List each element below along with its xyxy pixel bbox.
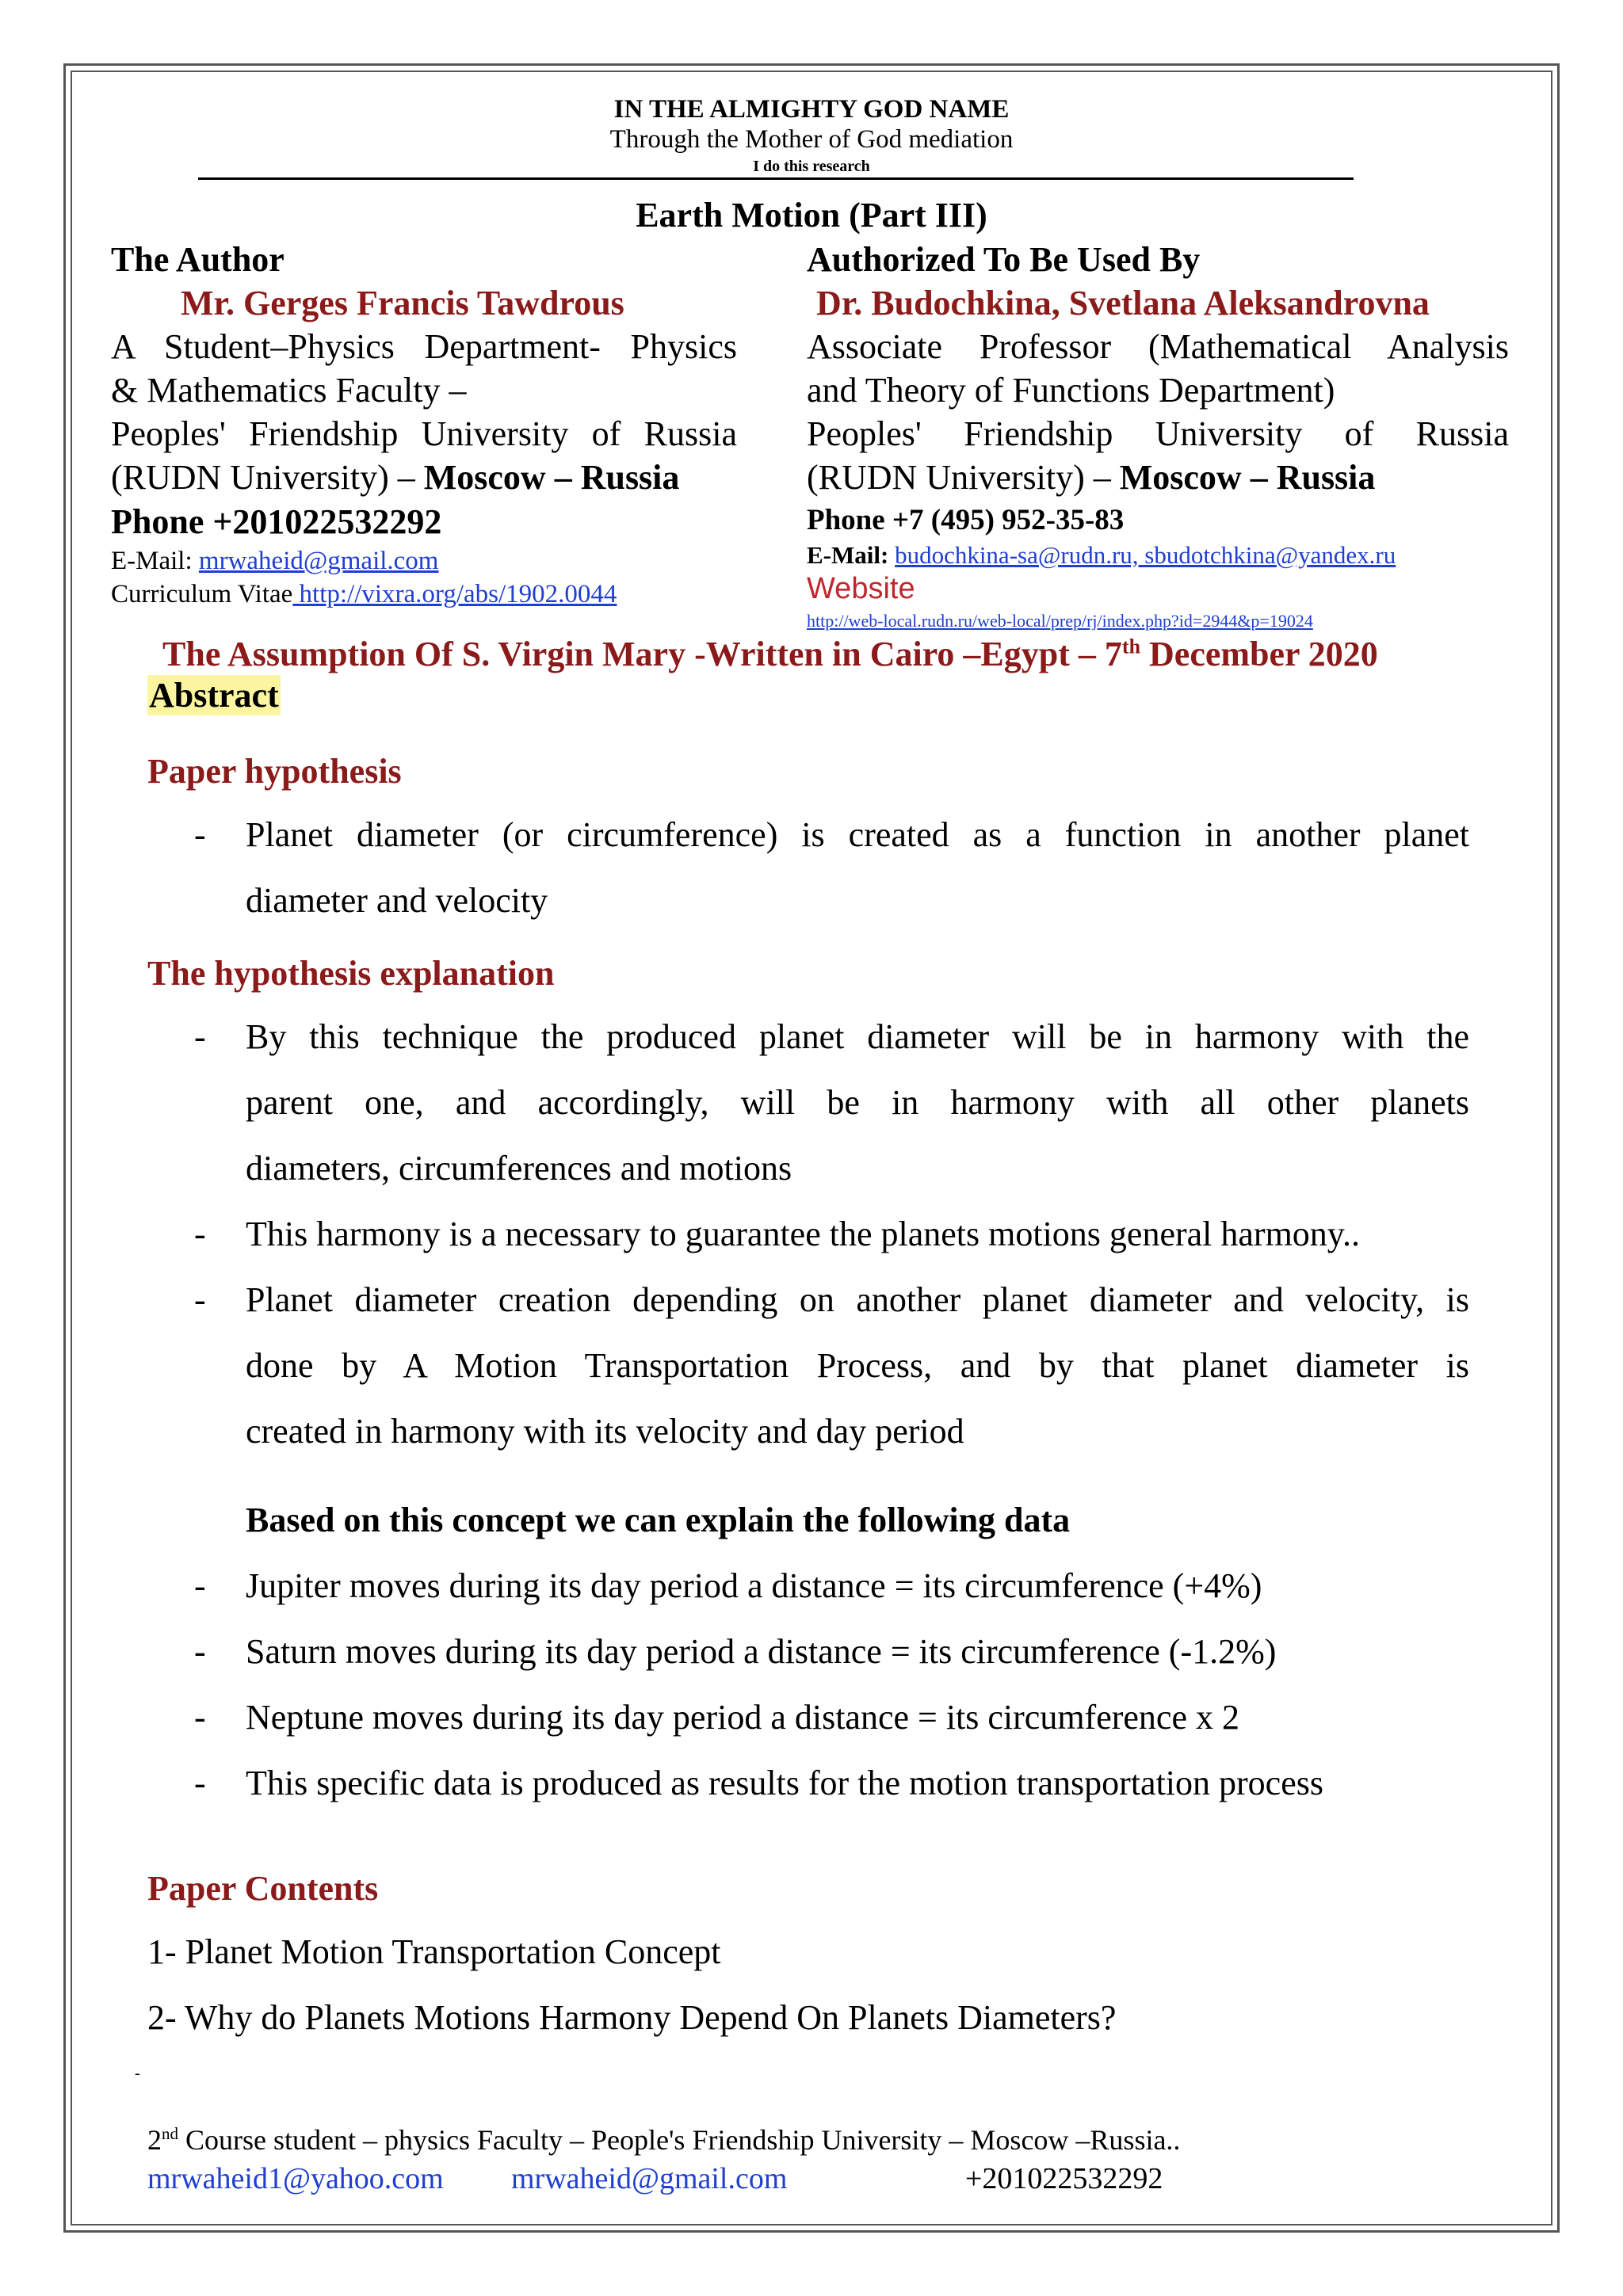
authorized-name: Dr. Budochkina, Svetlana Aleksandrovna	[816, 284, 1430, 322]
author-email-label: E-Mail:	[111, 547, 199, 575]
author-name: Mr. Gerges Francis Tawdrous	[181, 284, 624, 322]
explanation-3-line2: done by A Motion Transportation Process, and by that planet diameter is	[246, 1346, 1469, 1385]
author-email-link[interactable]: mrwaheid@gmail.com	[198, 547, 439, 575]
dateline	[162, 634, 1378, 674]
footer-course-number: 2	[147, 2124, 162, 2156]
author-email-line	[111, 547, 438, 576]
contents-item-1: 1- Planet Motion Transportation Concept	[147, 1932, 721, 1971]
contents-heading: Paper Contents	[147, 1869, 379, 1908]
footer-course	[147, 2123, 1180, 2157]
website-label: Website	[807, 572, 915, 605]
authorized-university: Peoples' Friendship University of Russia	[807, 414, 1509, 453]
author-heading: The Author	[111, 240, 285, 279]
dedication: IN THE ALMIGHTY GOD NAME	[613, 95, 1010, 124]
authorized-location-prefix: (RUDN University) –	[807, 458, 1120, 497]
header-rule	[198, 177, 1354, 180]
footer-email-2[interactable]: mrwaheid@gmail.com	[511, 2162, 788, 2195]
author-university: Peoples' Friendship University of Russia	[111, 414, 737, 453]
concept-heading: Based on this concept we can explain the following data	[246, 1501, 1071, 1539]
explanation-3-line1: Planet diameter creation depending on another planet diameter and velocity, is	[246, 1280, 1469, 1319]
footer-phone: +201022532292	[965, 2162, 1163, 2195]
explanation-1-line1: By this technique the produced planet diameter will be in harmony with the	[246, 1017, 1469, 1056]
research-note: I do this research	[753, 158, 870, 175]
bullet-dash: -	[194, 815, 206, 854]
author-dept-line1: A Student–Physics Department- Physics	[111, 327, 737, 366]
bullet-dash: -	[194, 1698, 206, 1737]
contents-item-2: 2- Why do Planets Motions Harmony Depend On Planets Diameters?	[147, 1998, 1117, 2037]
website-link[interactable]: http://web-local.rudn.ru/web-local/prep/rj/index.php?id=2944&p=19024	[807, 611, 1313, 631]
hypothesis-heading: Paper hypothesis	[147, 752, 402, 791]
author-location	[111, 457, 679, 498]
mediation-line: Through the Mother of God mediation	[609, 125, 1014, 154]
hypothesis-line1: Planet diameter (or circumference) is created as a function in another planet	[246, 815, 1469, 854]
authorized-position-line1: Associate Professor (Mathematical Analysis	[807, 327, 1509, 366]
authorized-phone: Phone +7 (495) 952-35-83	[807, 504, 1125, 536]
hypothesis-line2: diameter and velocity	[246, 881, 548, 920]
author-location-prefix: (RUDN University) –	[111, 458, 424, 497]
bullet-dash: -	[194, 1215, 206, 1253]
cv-link[interactable]: http://vixra.org/abs/1902.0044	[292, 580, 617, 608]
stray-mark: -	[135, 2065, 140, 2082]
author-cv-line	[111, 580, 617, 609]
bullet-dash: -	[194, 1764, 206, 1802]
explanation-3-line3: created in harmony with its velocity and day period	[246, 1412, 964, 1451]
dateline-ordinal: th	[1121, 635, 1141, 658]
data-saturn: Saturn moves during its day period a distance = its circumference (-1.2%)	[246, 1632, 1277, 1671]
explanation-2: This harmony is a necessary to guarantee the planets motions general harmony..	[246, 1215, 1360, 1253]
author-city: Moscow – Russia	[423, 458, 680, 497]
footer-ordinal: nd	[162, 2124, 178, 2143]
footer-email-1[interactable]: mrwaheid1@yahoo.com	[147, 2162, 444, 2195]
abstract-label: Abstract	[149, 676, 279, 715]
bullet-dash: -	[194, 1632, 206, 1671]
data-jupiter: Jupiter moves during its day period a distance = its circumference (+4%)	[246, 1566, 1262, 1605]
bullet-dash: -	[194, 1566, 206, 1605]
paper-title: Earth Motion (Part III)	[636, 196, 987, 235]
cv-label: Curriculum Vitae	[111, 580, 293, 608]
authorized-city: Moscow – Russia	[1119, 458, 1376, 497]
authorized-email-line	[807, 541, 1396, 570]
authorized-location	[807, 457, 1375, 498]
bullet-dash: -	[194, 1017, 206, 1056]
dateline-text: The Assumption Of S. Virgin Mary -Written in Cairo –Egypt – 7	[162, 635, 1122, 673]
dateline-month: December 2020	[1140, 635, 1378, 673]
data-result: This specific data is produced as results for the motion transportation process	[246, 1764, 1323, 1802]
authorized-email-label: E-Mail:	[807, 541, 896, 569]
authorized-position-line2: and Theory of Functions Department)	[807, 371, 1335, 410]
authorized-email-link[interactable]: budochkina-sa@rudn.ru, sbudotchkina@yandex.ru	[895, 541, 1396, 569]
author-dept-line2: & Mathematics Faculty –	[111, 371, 467, 410]
bullet-dash: -	[194, 1280, 206, 1319]
explanation-1-line2: parent one, and accordingly, will be in harmony with all other planets	[246, 1083, 1469, 1122]
explanation-heading: The hypothesis explanation	[147, 954, 555, 993]
footer-course-text: Course student – physics Faculty – People's Friendship University – Moscow –Russia..	[178, 2124, 1181, 2156]
author-phone: Phone +201022532292	[111, 502, 442, 541]
data-neptune: Neptune moves during its day period a distance = its circumference x 2	[246, 1698, 1239, 1737]
explanation-1-line3: diameters, circumferences and motions	[246, 1149, 792, 1188]
authorized-heading: Authorized To Be Used By	[807, 240, 1201, 279]
